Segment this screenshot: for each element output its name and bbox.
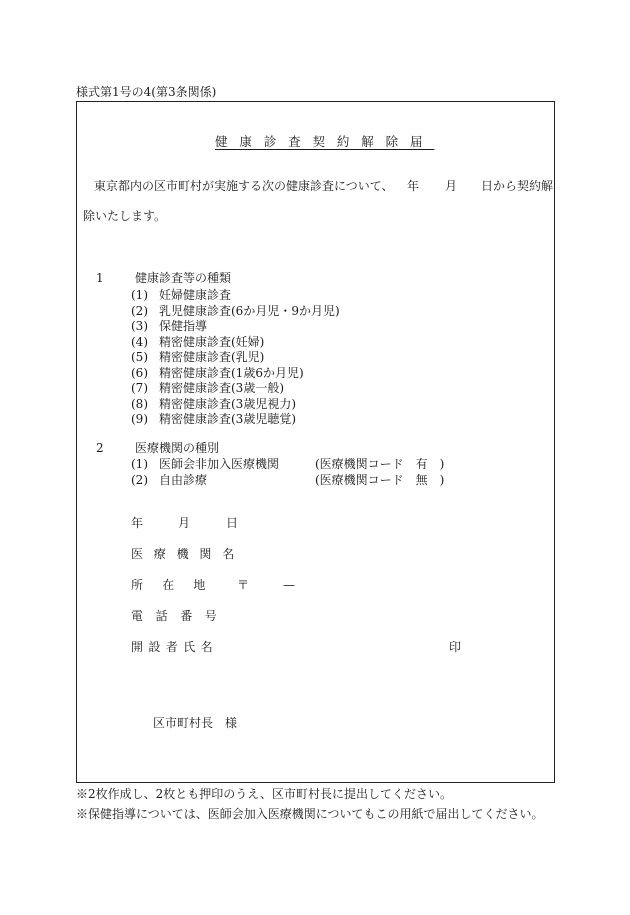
section2-item-number: (2) [131,472,148,487]
form-title: 健康診査契約解除届 [215,134,435,149]
note-2: ※保健指導については、医師会加入医療機関についてもこの用紙で届出してください。 [76,807,544,821]
section1-item-label: 精密健康診査(3歳一般) [159,381,284,395]
section1-item-number: (7) [131,381,148,395]
field-address: 所在地 [131,578,225,592]
intro-line1-end: 日から契約解 [481,179,554,193]
field-day: 日 [226,516,239,530]
section1-item-number: (1) [131,288,148,302]
section1-item-label: 妊婦健康診査 [159,288,232,302]
field-phone: 電話番号 [131,609,230,623]
section1-item-label: 精密健康診査(3歳児聴覚) [159,412,296,426]
section1-item-label: 乳児健康診査(6か月児・9か月児) [159,303,340,318]
field-month: 月 [178,516,191,530]
intro-year: 年 [407,179,420,193]
seal-mark: 印 [449,640,462,654]
intro-month: 月 [445,179,458,193]
section1-item-number: (8) [131,396,148,411]
section2-item-code: (医療機関コード 有 ) [315,457,445,471]
section1-item-label: 精密健康診査(3歳児視力) [159,396,296,411]
section1-item-number: (2) [131,303,148,318]
section1-item-label: 精密健康診査(1歳6か月児) [159,365,304,380]
section1-heading: 健康診査等の種類 [135,271,232,285]
postal-mark: 〒 [237,578,250,592]
note-1: ※2枚作成し、2枚とも押印のうえ、区市町村長に提出してください。 [76,787,452,801]
section2-item-label: 医師会非加入医療機関 [159,457,280,471]
form-id: 様式第1号の4(第3条関係) [76,85,217,99]
section2-heading: 医療機関の種別 [135,441,220,455]
section1-item-number: (4) [131,334,148,349]
intro-line1: 東京都内の区市町村が実施する次の健康診査について、 [94,179,394,193]
intro-line2: 除いたします。 [83,209,167,223]
section1-item-number: (6) [131,365,148,380]
section1-item-label: 精密健康診査(乳児) [159,350,265,364]
addressee: 区市町村長 様 [153,716,238,730]
section2-number: 2 [96,441,104,455]
section2-item-number: (1) [131,457,148,471]
field-year: 年 [131,516,144,530]
section2-item-code: (医療機関コード 無 ) [315,472,445,487]
field-institution-name: 医療機関名 [131,547,246,561]
section1-number: 1 [96,271,104,285]
section1-item-number: (9) [131,412,148,426]
field-founder-name: 開設者氏名 [131,640,219,654]
section1-item-label: 精密健康診査(妊婦) [159,334,265,349]
section2-item-label: 自由診療 [159,472,208,487]
postal-dash: — [283,578,295,592]
section1-item-label: 保健指導 [159,319,208,333]
section1-item-number: (3) [131,319,148,333]
section1-item-number: (5) [131,350,148,364]
